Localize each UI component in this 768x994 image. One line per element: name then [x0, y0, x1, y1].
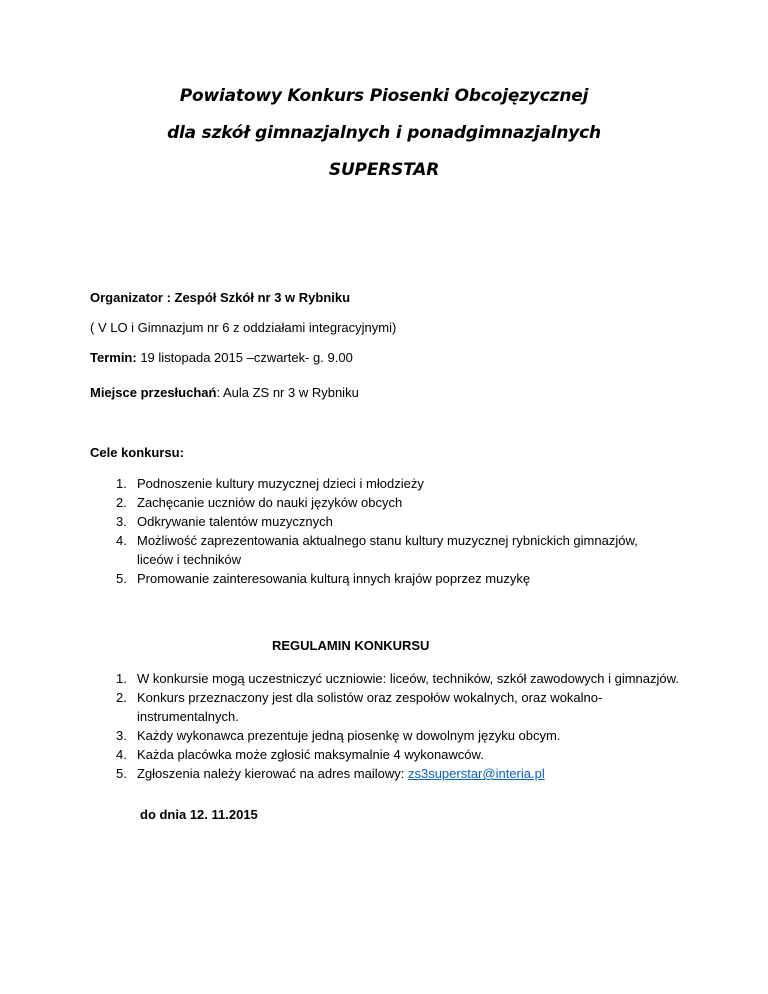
list-item: 1. Podnoszenie kultury muzycznej dzieci i młodzieży: [116, 476, 424, 491]
place-line: [90, 385, 359, 401]
date-label: Termin:: [90, 350, 137, 365]
list-item: 5. Promowanie zainteresowania kulturą innych krajów poprzez muzykę: [116, 571, 531, 586]
deadline: do dnia 12. 11.2015: [140, 807, 258, 822]
list-item: 2. Konkurs przeznaczony jest dla solistów oraz zespołów wokalnych, oraz wokalno-instrumentalnych.: [116, 690, 603, 724]
date-line: [90, 350, 353, 366]
list-item: 4. Każda placówka może zgłosić maksymalnie 4 wykonawców.: [116, 747, 484, 762]
goals-heading: Cele konkursu:: [90, 445, 184, 460]
place-label: Miejsce przesłuchań: [90, 385, 217, 400]
list-item: 4. Możliwość zaprezentowania aktualnego stanu kultury muzycznej rybnickich gimnazjów, liceów i techników: [116, 533, 638, 567]
organizer: Organizator : Zespół Szkół nr 3 w Rybniku: [90, 290, 351, 305]
list-item: 1. W konkursie mogą uczestniczyć uczniowie: liceów, techników, szkół zawodowych i gimnazjów.: [116, 671, 679, 686]
title-line-1: Powiatowy Konkurs Piosenki Obcojęzycznej: [179, 86, 589, 106]
list-item: 3. Każdy wykonawca prezentuje jedną piosenkę w dowolnym języku obcym.: [116, 728, 561, 743]
list-item: 2. Zachęcanie uczniów do nauki języków obcych: [116, 495, 403, 510]
title-line-2: dla szkół gimnazjalnych i ponadgimnazjalnych: [167, 123, 601, 143]
email-link[interactable]: zs3superstar@interia.pl: [407, 766, 545, 781]
list-item: 5. Zgłoszenia należy kierować na adres mailowy: zs3superstar@interia.pl: [116, 766, 545, 781]
date-value: 19 listopada 2015 –czwartek- g. 9.00: [136, 350, 353, 365]
rules-list: [90, 669, 680, 783]
organizer-subtitle: ( V LO i Gimnazjum nr 6 z oddziałami integracyjnymi): [90, 320, 397, 335]
title-superstar: SUPERSTAR: [328, 160, 440, 180]
goals-list: [90, 474, 650, 588]
rules-heading: REGULAMIN KONKURSU: [272, 638, 430, 653]
place-value: : Aula ZS nr 3 w Rybniku: [216, 385, 359, 400]
list-item: 3. Odkrywanie talentów muzycznych: [116, 514, 333, 529]
